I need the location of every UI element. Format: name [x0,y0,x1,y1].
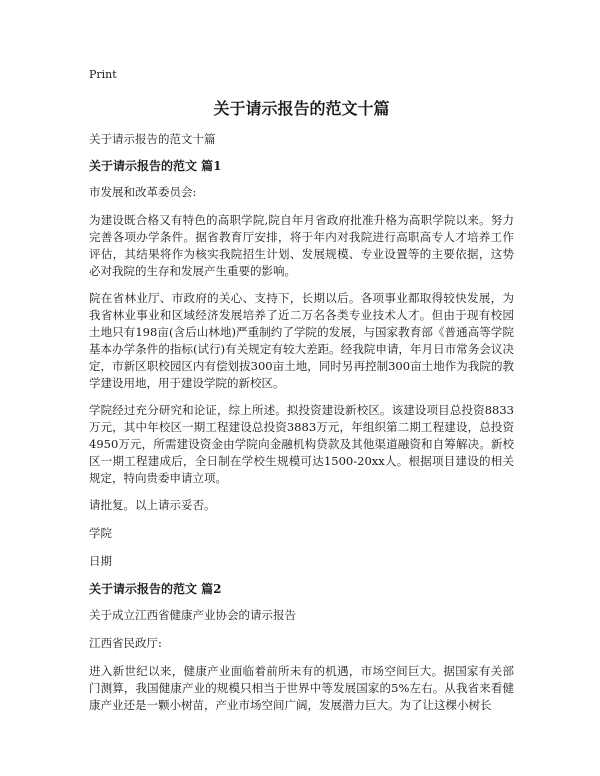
document-subtitle: 关于请示报告的范文十篇 [89,132,216,146]
signature: 学院 [89,526,112,540]
paragraph: 院在省林业厅、市政府的关心、支持下，长期以后。各项事业都取得较快发展，为我省林业事业和区域经济发展培养了近二万名各类专业技术人才。但由于现有校园土地只有198亩(含后山林地)严重制约了学院的发展，与国家教育部《普通高等学院基本办学条件的指标(试行)有关规定有较大差距。经我院申请，年月日市常务会议决定，市新区职校园区内有偿划拔300亩土地，同时另再控制300亩土地作为我院的教学建设用地，用于建设学院的新校区。 [89,291,514,390]
paragraph: 为建设既合格又有特色的高职学院,院自年月省政府批准升格为高职学院以来。努力完善各项办学条件。据省教育厅安排，将于年内对我院进行高职高专人才培养工作评估，其结果将作为核实我院招生计划、发展规模、专业设置等的主要依据，这势必对我院的生存和发展产生重要的影响。 [89,213,514,278]
document-page [89,68,514,724]
subject-line: 关于成立江西省健康产业协会的请示报告 [89,608,296,622]
date: 日期 [89,554,112,568]
addressee: 市发展和改革委员会: [89,185,197,199]
print-label[interactable]: Print [89,68,117,81]
paragraph: 请批复。以上请示妥否。 [89,498,216,512]
section-heading: 关于请示报告的范文 篇1 [89,159,222,173]
section-2 [89,581,514,714]
addressee: 江西省民政厅: [89,636,162,650]
paragraph: 进入新世纪以来，健康产业面临着前所未有的机遇，市场空间巨大。据国家有关部门测算，我国健康产业的规模只相当于世界中等发展国家的5%左右。从我省来看健康产业还是一颗小树苗，产业市场空间广阔，发展潜力巨大。为了让这棵小树长 [89,664,514,712]
paragraph: 学院经过充分研究和论证，综上所述。拟投资建设新校区。该建设项目总投资8833万元，其中年校区一期工程建设总投资3883万元，年组织第二期工程建设，总投资4950万元，所需建设资金由学院向金融机构贷款及其他渠道融资和自筹解决。新校区一期工程建成后，全日制在学校生规模可达1500-20xx人。根据项目建设的相关规定，特向贵委申请立项。 [89,403,514,485]
section-1 [89,158,514,570]
document-title: 关于请示报告的范文十篇 [213,99,390,118]
section-heading: 关于请示报告的范文 篇2 [89,582,222,596]
